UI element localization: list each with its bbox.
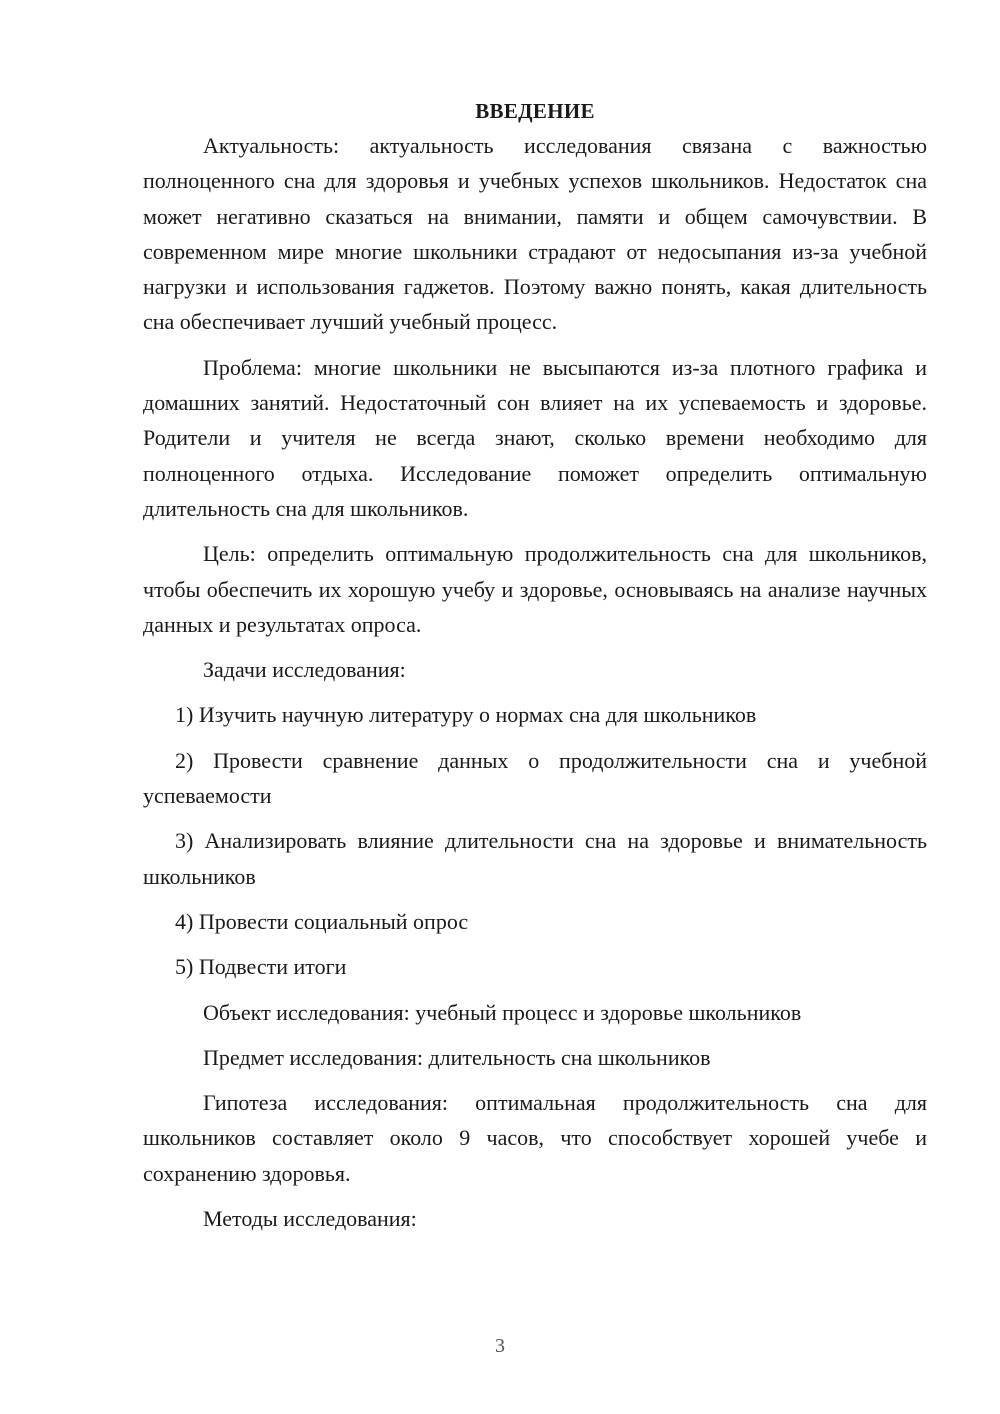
page-number: 3 [495, 1335, 505, 1357]
paragraph-hypothesis: Гипотеза исследования: оптимальная продолжительность сна для школьников составляет около 9 часов, что способствует хорошей учебе и сохранению здоровья. [143, 1090, 927, 1186]
task-item-2: 2) Провести сравнение данных о продолжительности сна и учебной успеваемости [143, 747, 927, 809]
page-content [143, 96, 927, 1246]
task-item-1: 1) Изучить научную литературу о нормах сна для школьников [175, 702, 757, 728]
task-item-3: 3) Анализировать влияние длительности сна на здоровье и внимательность школьников [143, 828, 927, 889]
task-item-4: 4) Провести социальный опрос [175, 908, 469, 934]
paragraph-problem: Проблема: многие школьники не высыпаются из-за плотного графика и домашних занятий. Недостаточный сон влияет на их успеваемость и здоровье. Родители и учителя не всегда знают, сколько времени необходимо для полноценного отдыха. Исследование поможет определить оптимальную длительность сна для школьников. [143, 354, 927, 521]
paragraph-object: Объект исследования: учебный процесс и здоровье школьников [203, 999, 802, 1025]
section-title: ВВЕДЕНИЕ [475, 99, 595, 123]
paragraph-tasks-heading: Задачи исследования: [203, 657, 406, 683]
paragraph-goal: Цель: определить оптимальную продолжительность сна для школьников, чтобы обеспечить их хорошую учебу и здоровье, основываясь на анализе научных данных и результатах опроса. [143, 541, 927, 637]
paragraph-relevance: Актуальность: актуальность исследования связана с важностью полноценного сна для здоровья и учебных успехов школьников. Недостаток сна может негативно сказаться на внимании, памяти и общем самочувствии. В современном мире многие школьники страдают от недосыпания из-за учебной нагрузки и использования гаджетов. Поэтому важно понять, какая длительность сна обеспечивает лучший учебный процесс. [143, 133, 927, 335]
paragraph-subject: Предмет исследования: длительность сна школьников [203, 1044, 711, 1070]
paragraph-methods: Методы исследования: [203, 1206, 417, 1232]
task-item-5: 5) Подвести итоги [175, 954, 347, 980]
